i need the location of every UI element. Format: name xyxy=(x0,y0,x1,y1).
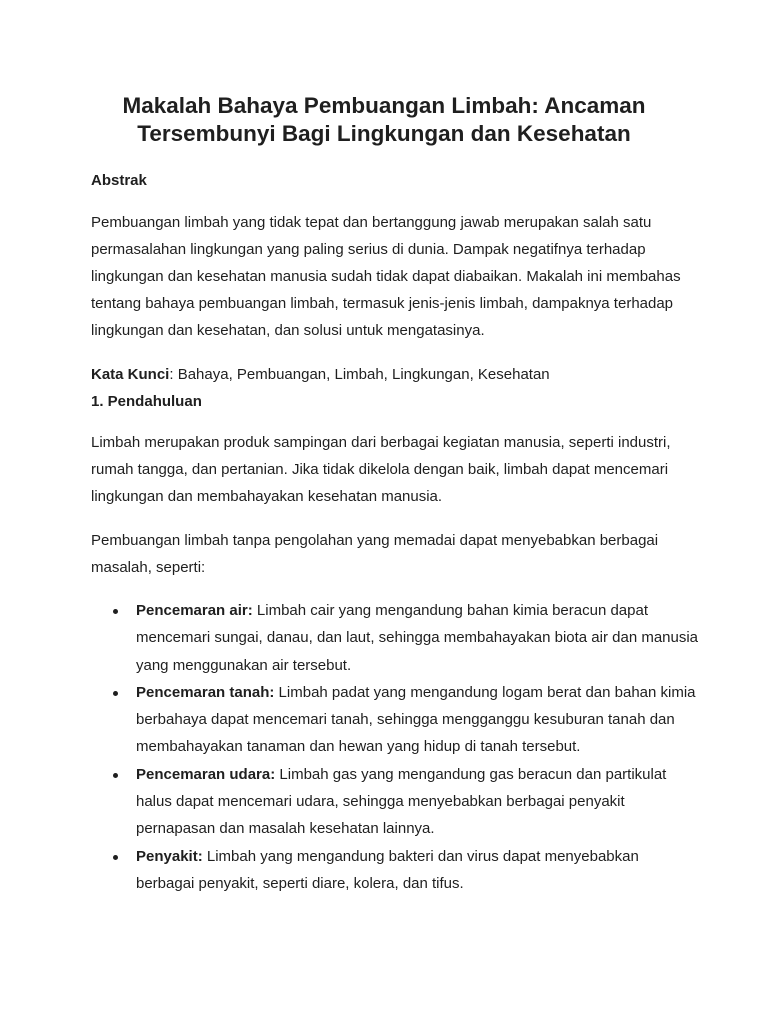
bullet-dot-icon xyxy=(113,691,118,696)
bullet-item-tanah xyxy=(91,679,701,761)
bullet-text: Limbah yang mengandung bakteri dan virus dapat menyebabkan berbagai penyakit, seperti diare, kolera, dan tifus. xyxy=(136,847,639,892)
bullet-label: Penyakit: xyxy=(136,847,203,865)
keywords-label: Kata Kunci xyxy=(91,366,170,383)
bullet-text: Limbah padat yang mengandung logam berat dan bahan kimia berbahaya dapat mencemari tanah, sehingga mengganggu kesuburan tanah dan membahayakan tanaman dan hewan yang hidup di tanah tersebut. xyxy=(136,683,696,756)
bullet-text: Limbah cair yang mengandung bahan kimia beracun dapat mencemari sungai, danau, dan laut, sehingga membahayakan biota air dan manusia yang menggunakan air tersebut. xyxy=(136,602,699,674)
bullet-dot-icon xyxy=(113,773,118,778)
document-title: Makalah Bahaya Pembuangan Limbah: Ancaman Tersembunyi Bagi Lingkungan dan Kesehatan xyxy=(122,93,646,146)
keywords-line xyxy=(91,366,550,384)
intro-paragraph-1: Limbah merupakan produk sampingan dari berbagai kegiatan manusia, seperti industri, rumah tangga, dan pertanian. Jika tidak dikelola dengan baik, limbah dapat mencemari lingkungan dan membahayakan kesehatan manusia. xyxy=(91,434,671,505)
bullet-dot-icon xyxy=(113,609,118,614)
keywords-text: : Bahaya, Pembuangan, Limbah, Lingkungan, Kesehatan xyxy=(169,366,550,383)
problem-bullet-list xyxy=(91,597,701,897)
bullet-label: Pencemaran air: xyxy=(136,602,253,619)
bullet-item-penyakit xyxy=(91,843,701,898)
bullet-dot-icon xyxy=(113,855,118,860)
section-heading-pendahuluan: 1. Pendahuluan xyxy=(91,393,202,410)
bullet-item-udara xyxy=(91,761,701,843)
bullet-label: Pencemaran udara: xyxy=(136,765,276,783)
bullet-label: Pencemaran tanah: xyxy=(136,683,275,701)
abstract-paragraph: Pembuangan limbah yang tidak tepat dan bertanggung jawab merupakan salah satu permasalahan lingkungan yang paling serius di dunia. Dampak negatifnya terhadap lingkungan dan kesehatan manusia sudah tidak dapat diabaikan. Makalah ini membahas tentang bahaya pembuangan limbah, termasuk jenis-jenis limbah, dampaknya terhadap lingkungan dan kesehatan, dan solusi untuk mengatasinya. xyxy=(91,214,681,339)
intro-paragraph-2: Pembuangan limbah tanpa pengolahan yang memadai dapat menyebabkan berbagai masalah, seperti: xyxy=(91,532,659,576)
abstract-heading: Abstrak xyxy=(91,172,147,189)
bullet-item-air xyxy=(91,597,701,679)
bullet-text: Limbah gas yang mengandung gas beracun dan partikulat halus dapat mencemari udara, sehingga menyebabkan berbagai penyakit pernapasan dan masalah kesehatan lainnya. xyxy=(136,765,667,838)
